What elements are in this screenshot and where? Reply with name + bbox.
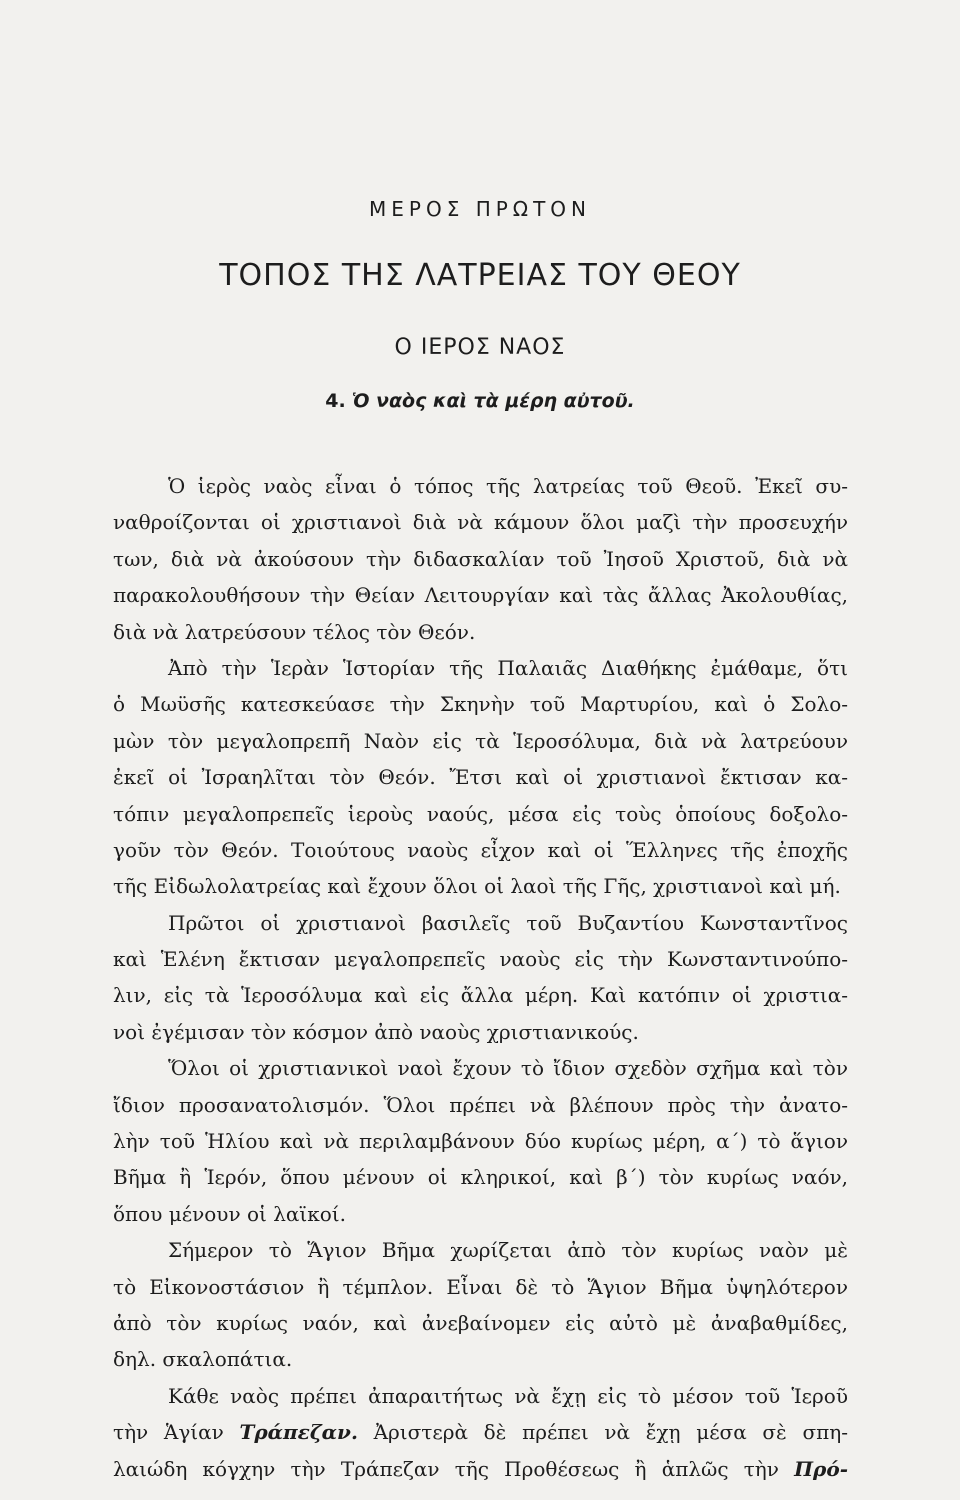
page-title: ΤΟΠΟΣ ΤΗΣ ΛΑΤΡΕΙΑΣ ΤΟΥ ΘΕΟΥ — [219, 258, 741, 293]
text-line: ὅπου μένουν οἱ λαϊκοί. — [113, 1201, 346, 1226]
text-line: ἐκεῖ οἱ Ἰσραηλῖται τὸν Θεόν. Ἔτσι καὶ οἱ χριστιανοὶ ἔκτισαν κα- — [113, 765, 848, 790]
section-number: 4. — [325, 390, 346, 412]
text-line: γοῦν τὸν Θεόν. Τοιούτους ναοὺς εἶχον καὶ οἱ Ἕλληνες τῆς ἐποχῆς — [113, 837, 848, 862]
chapter-subtitle: Ο ΙΕΡΟΣ ΝΑΟΣ — [394, 335, 566, 360]
text-fragment: λαιώδη κόγχην τὴν Τράπεζαν τῆς Προθέσεως ἢ ἁπλῶς τὴν — [113, 1456, 795, 1481]
section-title: Ὁ ναὸς καὶ τὰ μέρη αὐτοῦ. — [351, 390, 635, 412]
text-line: ναθροίζονται οἱ χριστιανοὶ διὰ νὰ κάμουν ὅλοι μαζὶ τὴν προσευχήν — [113, 510, 848, 535]
text-line: ὁ Μωϋσῆς κατεσκεύασε τὴν Σκηνὴν τοῦ Μαρτυρίου, καὶ ὁ Σολο- — [113, 692, 848, 717]
text-line: ἀπὸ τὸν κυρίως ναόν, καὶ ἀνεβαίνομεν εἰς αὐτὸ μὲ ἀναβαθμίδες, — [113, 1310, 848, 1335]
text-line: νοὶ ἐγέμισαν τὸν κόσμον ἀπὸ ναοὺς χριστιανικούς. — [113, 1019, 639, 1044]
text-line: διὰ νὰ λατρεύσουν τέλος τὸν Θεόν. — [113, 619, 476, 644]
text-line: Κάθε ναὸς πρέπει ἀπαραιτήτως νὰ ἔχῃ εἰς τὸ μέσον τοῦ Ἱεροῦ — [168, 1383, 848, 1408]
text-line: μὼν τὸν μεγαλοπρεπῆ Ναὸν εἰς τὰ Ἱεροσόλυμα, διὰ νὰ λατρεύουν — [113, 728, 848, 753]
text-line: Βῆμα ἢ Ἱερόν, ὅπου μένουν οἱ κληρικοί, καὶ β΄) τὸν κυρίως ναόν, — [113, 1165, 848, 1190]
text-line: Ὅλοι οἱ χριστιανικοὶ ναοὶ ἔχουν τὸ ἴδιον σχεδὸν σχῆμα καὶ τὸν — [168, 1056, 848, 1081]
section-heading — [0, 390, 960, 412]
text-fragment: Ἀριστερὰ δὲ πρέπει νὰ ἔχῃ μέσα σὲ σπη- — [357, 1420, 848, 1445]
text-line: Σήμερον τὸ Ἅγιον Βῆμα χωρίζεται ἀπὸ τὸν κυρίως ναὸν μὲ — [168, 1238, 848, 1263]
text-line: Ἀπὸ τὴν Ἱερὰν Ἱστορίαν τῆς Παλαιᾶς Διαθήκης ἐμάθαμε, ὅτι — [168, 655, 848, 680]
text-line: των, διὰ νὰ ἀκούσουν τὴν διδασκαλίαν τοῦ Ἰησοῦ Χριστοῦ, διὰ νὰ — [113, 546, 848, 571]
text-line: τὸ Εἰκονοστάσιον ἢ τέμπλον. Εἶναι δὲ τὸ Ἅγιον Βῆμα ὑψηλότερον — [113, 1274, 848, 1299]
body-text — [113, 468, 848, 1487]
text-line: τῆς Εἰδωλολατρείας καὶ ἔχουν ὅλοι οἱ λαοὶ τῆς Γῆς, χριστιανοὶ καὶ μή. — [113, 874, 841, 899]
emphasized-term: Πρό- — [794, 1456, 848, 1481]
text-fragment: τὴν Ἁγίαν — [113, 1420, 240, 1445]
text-line: τόπιν μεγαλοπρεπεῖς ἱεροὺς ναούς, μέσα εἰς τοὺς ὁποίους δοξολο- — [113, 801, 848, 826]
text-line: δηλ. σκαλοπάτια. — [113, 1347, 293, 1372]
text-line — [113, 1414, 848, 1450]
text-line: Πρῶτοι οἱ χριστιανοὶ βασιλεῖς τοῦ Βυζαντίου Κωνσταντῖνος — [168, 910, 848, 935]
part-heading: ΜΕΡΟΣ ΠΡΩΤΟΝ — [369, 197, 591, 221]
text-line — [113, 1451, 848, 1487]
text-line: Ὁ ἱερὸς ναὸς εἶναι ὁ τόπος τῆς λατρείας τοῦ Θεοῦ. Ἐκεῖ συ- — [168, 474, 848, 498]
text-line: λιν, εἰς τὰ Ἱεροσόλυμα καὶ εἰς ἄλλα μέρη. Καὶ κατόπιν οἱ χριστια- — [113, 983, 848, 1008]
text-line: παρακολουθήσουν τὴν Θείαν Λειτουργίαν καὶ τὰς ἄλλας Ἀκολουθίας, — [113, 583, 848, 608]
emphasized-term: Τράπεζαν. — [239, 1420, 358, 1445]
text-line: καὶ Ἑλένη ἔκτισαν μεγαλοπρεπεῖς ναοὺς εἰς τὴν Κωνσταντινούπο- — [113, 947, 848, 972]
text-line: ἴδιον προσανατολισμόν. Ὅλοι πρέπει νὰ βλέπουν πρὸς τὴν ἀνατο- — [113, 1092, 848, 1117]
text-line: λὴν τοῦ Ἡλίου καὶ νὰ περιλαμβάνουν δύο κυρίως μέρη, α΄) τὸ ἅγιον — [113, 1129, 848, 1154]
